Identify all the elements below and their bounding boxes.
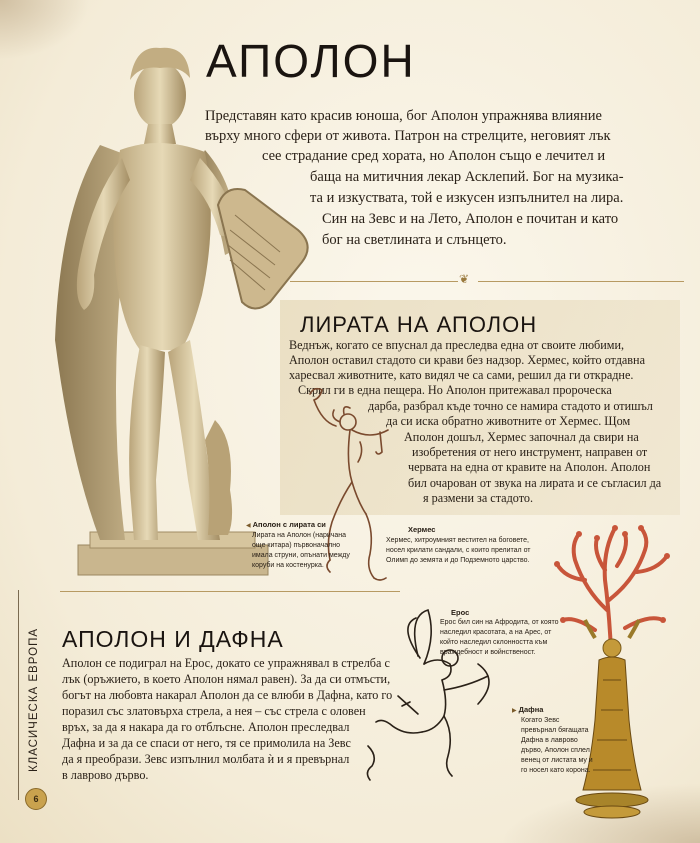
lyre-text-line: бил очарован от звука на лирата и се съгласил да: [408, 476, 662, 490]
daphne-caption-line: Дафна в лаврово: [521, 737, 578, 744]
divider-ornament-icon: ❦: [459, 272, 470, 286]
daphne-caption-line: Когато Зевс: [521, 717, 560, 724]
lyre-text-line: изобретения от него инструмент, направен от: [412, 445, 648, 459]
apollo-caption-line: коруби на костенурка.: [252, 562, 324, 569]
lyre-text-line: червата на една от кравите на Аполон. Аполон: [408, 460, 651, 474]
caption-marker-icon: ◀: [246, 523, 251, 529]
daphne-section-heading: АПОЛОН И ДАФНА: [62, 626, 284, 652]
apollo-caption-line: имала струни, опънати между: [252, 552, 350, 559]
apollo-caption-line: още китара) първоначално: [252, 542, 341, 549]
page-number: 6: [25, 788, 47, 810]
lyre-text-line: харесвал животните, като видял че са сами, решил да ги открадне.: [289, 368, 634, 382]
intro-text-line: баща на митичния лекар Асклепий. Бог на музика-: [310, 169, 624, 185]
hermes-caption-title: Хермес: [408, 525, 436, 534]
apollo-caption-title-text: Аполон с лирата си: [252, 520, 326, 529]
daphne-text-line: богът на любовта накарал Аполон да се влюби в Дафна, като го: [62, 688, 393, 702]
hermes-caption-line: Олимп до земята и до Подземното царство.: [386, 557, 530, 564]
eros-caption-title: Ерос: [451, 608, 470, 617]
daphne-text-line: в лаврово дърво.: [62, 768, 149, 782]
daphne-text-line: Аполон се подиграл на Ерос, докато се упражнявал в стрелба с: [62, 656, 390, 670]
lyre-text-line: я размени за стадото.: [423, 491, 534, 505]
section-divider: [290, 281, 458, 282]
eros-caption-line: Ерос бил син на Афродита, от която: [440, 619, 559, 626]
intro-text-line: та и изкуствата, той е изкусен изпълнител на лира.: [310, 190, 624, 206]
side-bar-rule: [18, 590, 19, 800]
daphne-text-line: връх, за да я накара да го отблъсне. Аполон преследвал: [62, 720, 350, 734]
daphne-caption-line: превърнал бягащата: [521, 727, 589, 734]
intro-text-line: бог на светлината и слънцето.: [322, 232, 507, 248]
daphne-caption-title: [512, 705, 543, 714]
intro-text-line: върху много сфери от живота. Патрон на стрелците, неговият лък: [205, 128, 611, 144]
lyre-text-line: Аполон оставил стадото си крави без надзор. Хермес, който отдавна: [289, 353, 645, 367]
lyre-text-line: Аполон дошъл, Хермес започнал да свири на: [404, 430, 639, 444]
daphne-caption-line: венец от листата му и: [521, 757, 593, 764]
lyre-text-line: Веднъж, когато се впуснал да преследва една от своите любими,: [289, 338, 625, 352]
caption-marker-icon: ▶: [512, 708, 517, 714]
daphne-text-line: да я преобрази. Зевс изпълнил молбата ѝ и я превърнал: [62, 752, 350, 766]
daphne-caption-line: го носел като корона.: [521, 767, 591, 774]
apollo-caption-title: [246, 520, 326, 529]
section-divider: [60, 591, 400, 592]
eros-caption-line: който наследил склонността към: [440, 639, 548, 646]
intro-text-line: сее страдание сред хората, но Аполон също е лечител и: [262, 148, 606, 164]
apollo-caption-line: Лирата на Аполон (наричана: [252, 532, 347, 539]
page-title: АПОЛОН: [206, 35, 416, 87]
hermes-caption-line: носел крилати сандали, с които прелитал от: [386, 547, 531, 554]
hermes-caption-line: Хермес, хитроумният вестител на боговете,: [386, 537, 529, 544]
section-side-label: КЛАСИЧЕСКА ЕВРОПА: [28, 627, 40, 773]
lyre-text-line: Скрил ги в една пещера. Но Аполон притежавал пророческа: [298, 383, 612, 397]
daphne-text-line: Дафна и за да се спаси от него, тя се примолила на Зевс: [62, 736, 351, 750]
eros-caption-line: наследил красотата, а на Арес, от: [440, 629, 552, 636]
daphne-caption-line: дърво, Аполон сплел: [521, 747, 590, 754]
daphne-text-line: поразил със златовърха стрела, а нея – със стрела с оловен: [62, 704, 366, 718]
lyre-section-heading: ЛИРАТА НА АПОЛОН: [300, 312, 538, 337]
intro-text-line: Представян като красив юноша, бог Аполон упражнява влияние: [205, 108, 602, 124]
daphne-text-line: лък (оръжието, в което Аполон нямал равен). За да си отмъсти,: [62, 672, 391, 686]
daphne-caption-title-text: Дафна: [518, 705, 544, 714]
section-divider: [478, 281, 684, 282]
lyre-text-line: дарба, разбрал къде точно се намира стадото и отишъл: [368, 399, 653, 413]
lyre-text-line: да си иска обратно животните от Хермес. Щом: [386, 414, 631, 428]
eros-caption-line: враждебност и войнственост.: [440, 649, 536, 656]
intro-text-line: Син на Зевс и на Лето, Аполон е почитан и като: [322, 211, 619, 227]
